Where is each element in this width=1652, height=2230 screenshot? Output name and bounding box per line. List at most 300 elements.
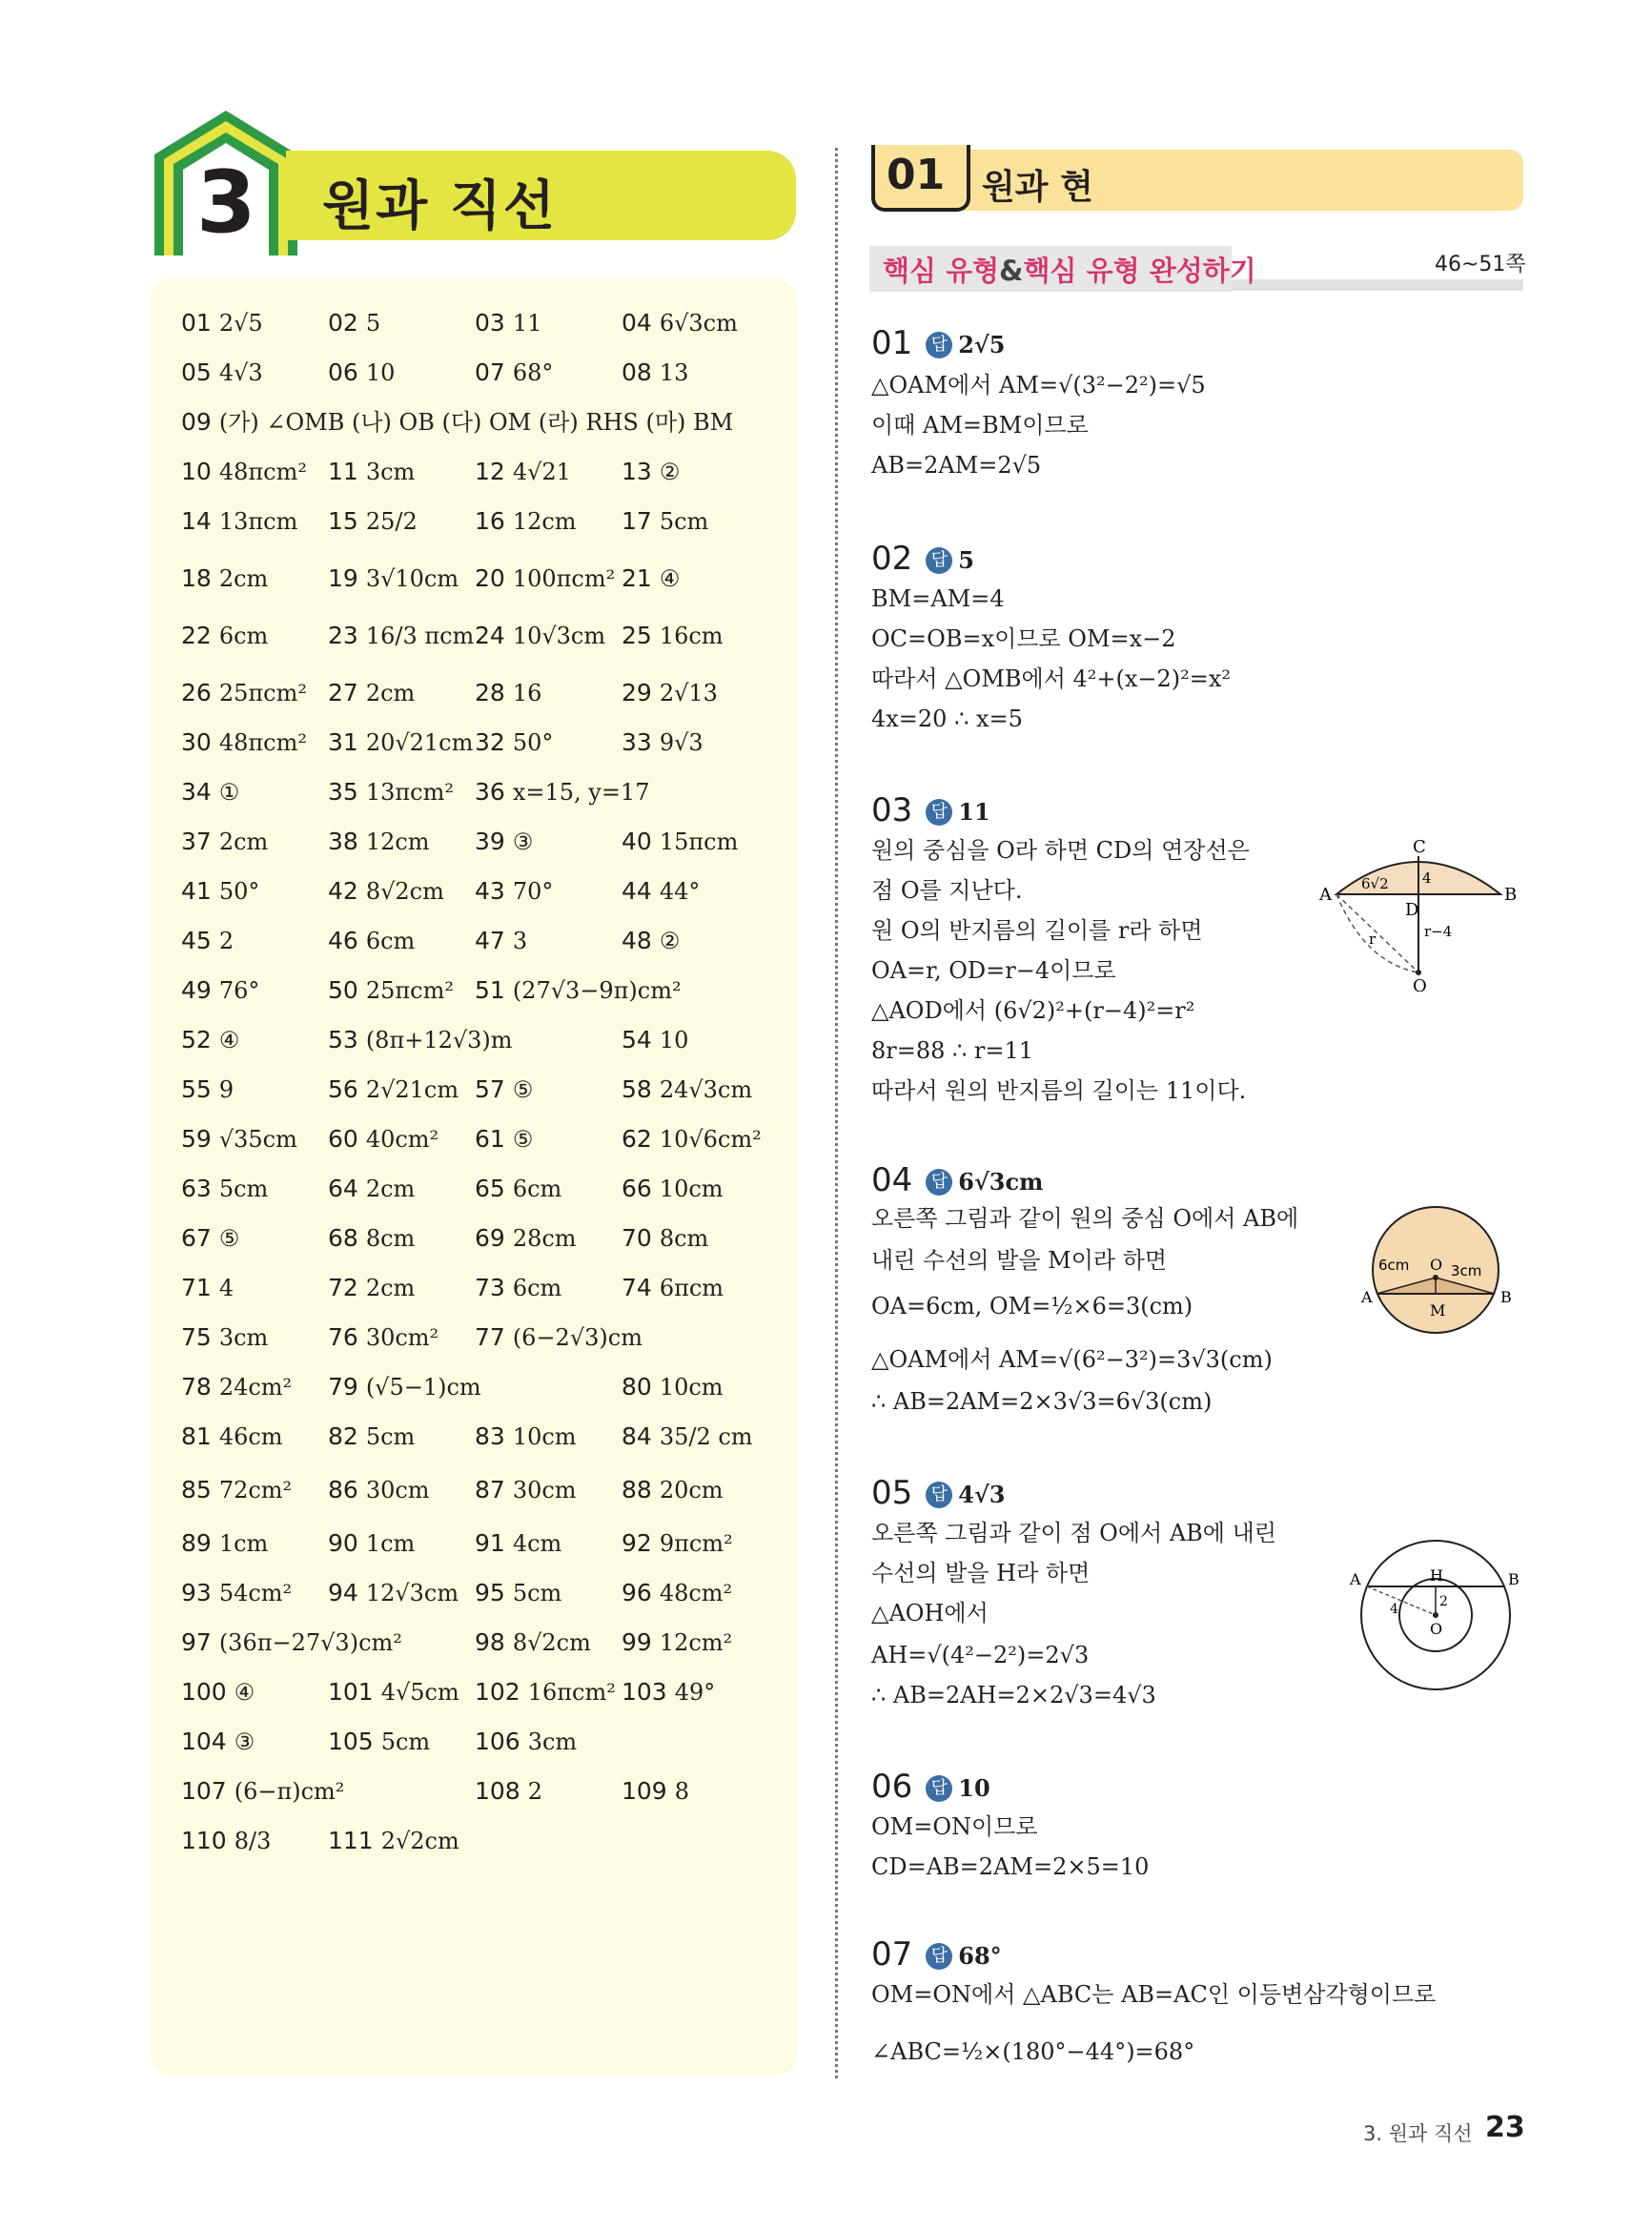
answer-number: 06 bbox=[328, 358, 358, 386]
answer-value: 8 bbox=[674, 1778, 689, 1805]
answer-value: 2√21cm bbox=[365, 1076, 459, 1103]
answer-item bbox=[181, 1474, 292, 1506]
fig03-label-c: C bbox=[1413, 839, 1426, 857]
answer-number: 08 bbox=[622, 358, 652, 386]
solution-line: ∠ABC=½×(180°−44°)=68° bbox=[871, 2038, 1195, 2065]
answer-item bbox=[328, 726, 473, 759]
answer-number: 100 bbox=[181, 1678, 227, 1706]
footer-chapter: 3. 원과 직선 bbox=[1363, 2122, 1473, 2145]
solution-answer: 2√5 bbox=[958, 331, 1006, 358]
answer-number: 67 bbox=[181, 1224, 212, 1252]
answer-value: (27√3−9π)cm² bbox=[512, 977, 682, 1004]
answer-item bbox=[622, 925, 680, 957]
answer-value: 48cm² bbox=[659, 1580, 733, 1606]
answer-item bbox=[622, 1474, 724, 1506]
answer-value: 44° bbox=[659, 878, 701, 905]
answer-item bbox=[181, 456, 307, 488]
solution-line: 점 O를 지난다. bbox=[871, 877, 1023, 904]
solution-line: AH=√(4²−2²)=2√3 bbox=[871, 1642, 1090, 1668]
solution-answer: 68° bbox=[958, 1942, 1002, 1970]
answer-item bbox=[328, 1123, 438, 1156]
answer-value: 2cm bbox=[218, 829, 269, 855]
answer-number: 37 bbox=[181, 828, 212, 855]
answer-value: 6cm bbox=[218, 623, 269, 649]
solution-line: 수선의 발을 H라 하면 bbox=[871, 1560, 1091, 1586]
answer-value: 25πcm² bbox=[365, 977, 454, 1004]
answer-badge-icon: 답 bbox=[926, 547, 952, 574]
answer-value: 9√3 bbox=[659, 729, 704, 756]
fig04-label-m: M bbox=[1430, 1301, 1446, 1320]
answer-number: 52 bbox=[181, 1026, 212, 1054]
answer-item bbox=[622, 1775, 689, 1808]
answer-value: 1cm bbox=[365, 1530, 416, 1557]
answer-item bbox=[181, 1173, 268, 1205]
answer-number: 104 bbox=[181, 1728, 227, 1755]
answer-number: 50 bbox=[328, 976, 358, 1004]
answer-number: 47 bbox=[475, 927, 505, 954]
answer-number: 26 bbox=[181, 679, 212, 706]
answer-item bbox=[181, 505, 297, 538]
answer-value: 30cm bbox=[365, 1477, 430, 1504]
answer-item bbox=[328, 1527, 415, 1560]
answer-number: 04 bbox=[622, 309, 652, 337]
fig03-label-a: A bbox=[1319, 885, 1332, 905]
answer-value: 70° bbox=[512, 878, 554, 905]
answer-number: 16 bbox=[475, 507, 505, 535]
answer-value: 8√2cm bbox=[512, 1629, 591, 1656]
answer-item bbox=[328, 1222, 415, 1255]
fig03-length-1: 6√2 bbox=[1361, 875, 1389, 892]
answer-value: 3cm bbox=[218, 1324, 269, 1351]
answer-item bbox=[475, 1321, 642, 1354]
answer-item bbox=[181, 1577, 292, 1609]
answer-value: 6cm bbox=[512, 1275, 562, 1301]
solution-number: 05 bbox=[871, 1474, 913, 1512]
answer-number: 29 bbox=[622, 679, 652, 706]
answer-value: ① bbox=[218, 779, 240, 806]
answer-number: 14 bbox=[181, 507, 212, 535]
solution-line: △AOH에서 bbox=[871, 1600, 989, 1626]
solution-number: 02 bbox=[871, 540, 913, 578]
answer-number: 85 bbox=[181, 1476, 212, 1504]
answer-item bbox=[181, 406, 733, 439]
answer-number: 18 bbox=[181, 564, 212, 592]
answer-value: 10 bbox=[659, 1027, 689, 1054]
solution-line: △OAM에서 AM=√(3²−2²)=√5 bbox=[871, 372, 1206, 399]
answer-item bbox=[475, 563, 615, 595]
section-number: 01 bbox=[887, 151, 946, 199]
answer-number: 93 bbox=[181, 1579, 212, 1606]
answer-item bbox=[328, 1577, 459, 1609]
chapter-title: 원과 직선 bbox=[322, 175, 557, 237]
fig03-label-o: O bbox=[1413, 976, 1427, 992]
answer-number: 87 bbox=[475, 1476, 505, 1504]
answer-item bbox=[475, 505, 577, 538]
answer-value: 50° bbox=[218, 878, 260, 905]
answer-number: 27 bbox=[328, 679, 358, 706]
answer-item bbox=[328, 1321, 438, 1354]
answer-value: 2√2cm bbox=[380, 1828, 459, 1854]
answer-value: 5 bbox=[365, 310, 381, 337]
answer-item bbox=[475, 925, 527, 957]
answer-item bbox=[181, 1775, 344, 1808]
answer-item bbox=[475, 826, 533, 858]
answer-item bbox=[181, 1421, 283, 1453]
answer-value: 9πcm² bbox=[659, 1530, 733, 1557]
answer-badge-icon: 답 bbox=[926, 799, 952, 826]
answer-number: 99 bbox=[622, 1628, 652, 1656]
answer-item bbox=[328, 1726, 430, 1758]
answer-item bbox=[328, 875, 444, 908]
answer-number: 68 bbox=[328, 1224, 358, 1252]
answer-value: 2cm bbox=[365, 1275, 416, 1301]
solution-answer: 10 bbox=[958, 1774, 990, 1802]
answer-item bbox=[475, 875, 553, 908]
answer-value: 48πcm² bbox=[218, 459, 307, 485]
solution-line: 8r=88 ∴ r=11 bbox=[871, 1037, 1034, 1064]
subheader-label-b: 핵심 유형 완성하기 bbox=[1023, 255, 1256, 287]
answer-value: 2√5 bbox=[218, 310, 263, 337]
solution-line: OM=ON이므로 bbox=[871, 1813, 1038, 1840]
answer-item bbox=[181, 1123, 297, 1156]
answer-item bbox=[475, 1272, 561, 1304]
answer-number: 73 bbox=[475, 1274, 505, 1301]
answer-number: 42 bbox=[328, 877, 358, 905]
answer-item bbox=[181, 1321, 268, 1354]
answer-item bbox=[328, 563, 459, 595]
answer-item bbox=[181, 307, 263, 339]
answer-item bbox=[475, 974, 682, 1007]
fig03-length-2: 4 bbox=[1422, 869, 1432, 887]
answer-item bbox=[181, 925, 234, 957]
fig04-label-a: A bbox=[1361, 1288, 1373, 1306]
answer-item bbox=[475, 456, 571, 488]
answer-item bbox=[475, 1577, 561, 1609]
answer-number: 25 bbox=[622, 622, 652, 649]
solution-line: 따라서 △OMB에서 4²+(x−2)²=x² bbox=[871, 665, 1232, 692]
answer-value: 4√21 bbox=[512, 459, 571, 485]
subheader-label-a: 핵심 유형 bbox=[883, 255, 1000, 287]
answer-value: 25πcm² bbox=[218, 680, 307, 706]
answer-item bbox=[475, 1222, 577, 1255]
answer-item bbox=[328, 456, 415, 488]
solution-heading bbox=[871, 540, 974, 578]
solution-answer: 4√3 bbox=[958, 1481, 1006, 1508]
answer-number: 101 bbox=[328, 1678, 374, 1706]
answer-item bbox=[181, 357, 263, 389]
answer-item bbox=[622, 1173, 724, 1205]
answer-number: 88 bbox=[622, 1476, 652, 1504]
answer-item bbox=[622, 563, 680, 595]
answer-number: 74 bbox=[622, 1274, 652, 1301]
answer-value: 76° bbox=[218, 977, 260, 1004]
answer-number: 91 bbox=[475, 1529, 505, 1557]
answer-item bbox=[328, 1825, 459, 1857]
answer-item bbox=[622, 1676, 715, 1708]
answer-number: 81 bbox=[181, 1422, 212, 1450]
answer-value: 5cm bbox=[218, 1176, 269, 1202]
answer-item bbox=[622, 1421, 753, 1453]
answer-value: 13 bbox=[659, 359, 689, 386]
answer-item bbox=[622, 1577, 732, 1609]
answer-value: ④ bbox=[659, 565, 681, 592]
answer-number: 60 bbox=[328, 1125, 358, 1153]
answer-item bbox=[328, 1421, 415, 1453]
answer-value: 2√13 bbox=[659, 680, 718, 706]
answer-number: 40 bbox=[622, 828, 652, 855]
answer-number: 80 bbox=[622, 1373, 652, 1401]
answer-item bbox=[475, 1421, 577, 1453]
answer-value: 10cm bbox=[659, 1176, 724, 1202]
answer-number: 11 bbox=[328, 458, 358, 485]
chapter-number: 3 bbox=[196, 153, 256, 253]
answer-value: 8/3 bbox=[234, 1828, 272, 1854]
solution-line: OC=OB=x이므로 OM=x−2 bbox=[871, 625, 1176, 652]
answer-value: 3 bbox=[512, 928, 528, 954]
answer-value: 16cm bbox=[659, 623, 724, 649]
answer-item bbox=[622, 357, 688, 389]
solution-number: 03 bbox=[871, 791, 913, 829]
answer-number: 49 bbox=[181, 976, 212, 1004]
answer-number: 106 bbox=[475, 1728, 520, 1755]
answer-number: 110 bbox=[181, 1827, 227, 1854]
answer-number: 61 bbox=[475, 1125, 505, 1153]
answer-number: 107 bbox=[181, 1777, 227, 1805]
answer-value: 6πcm bbox=[659, 1275, 724, 1301]
answer-number: 07 bbox=[475, 358, 505, 386]
answer-value: 8cm bbox=[365, 1225, 416, 1252]
answer-number: 20 bbox=[475, 564, 505, 592]
answer-number: 22 bbox=[181, 622, 212, 649]
answer-number: 83 bbox=[475, 1422, 505, 1450]
answer-number: 54 bbox=[622, 1026, 652, 1054]
answer-number: 79 bbox=[328, 1373, 358, 1401]
answer-item bbox=[181, 1074, 234, 1106]
answer-item bbox=[622, 1371, 724, 1403]
solution-line: CD=AB=2AM=2×5=10 bbox=[871, 1853, 1150, 1880]
fig03-length-3: r bbox=[1369, 931, 1377, 948]
answer-item bbox=[475, 357, 553, 389]
answer-value: 3√10cm bbox=[365, 565, 459, 592]
answer-number: 13 bbox=[622, 458, 652, 485]
figure-03 bbox=[1317, 839, 1519, 992]
answer-value: ④ bbox=[218, 1027, 240, 1054]
answer-item bbox=[622, 620, 724, 652]
answer-item bbox=[181, 1527, 268, 1560]
answer-value: 100πcm² bbox=[512, 565, 616, 592]
answer-item bbox=[328, 776, 454, 808]
answer-item bbox=[475, 1527, 561, 1560]
answer-number: 43 bbox=[475, 877, 505, 905]
answer-item bbox=[475, 307, 541, 339]
answer-value: 1cm bbox=[218, 1530, 269, 1557]
answer-item bbox=[181, 974, 259, 1007]
column-divider bbox=[835, 148, 838, 2078]
solution-line: AB=2AM=2√5 bbox=[871, 452, 1042, 479]
answer-item bbox=[328, 307, 380, 339]
answer-number: 39 bbox=[475, 828, 505, 855]
fig05-label-h: H bbox=[1430, 1566, 1443, 1585]
answer-number: 86 bbox=[328, 1476, 358, 1504]
solution-heading bbox=[871, 1935, 1002, 1974]
answer-value: 25/2 bbox=[365, 508, 418, 535]
answer-value: 8cm bbox=[659, 1225, 709, 1252]
answer-number: 21 bbox=[622, 564, 652, 592]
answer-value: ③ bbox=[512, 829, 534, 855]
answer-item bbox=[328, 505, 418, 538]
answer-item bbox=[622, 1272, 724, 1304]
solution-line: OA=r, OD=r−4이므로 bbox=[871, 957, 1116, 984]
answer-number: 109 bbox=[622, 1777, 667, 1805]
solution-line: OM=ON에서 △ABC는 AB=AC인 이등변삼각형이므로 bbox=[871, 1981, 1437, 2008]
section-title: 원과 현 bbox=[982, 168, 1093, 207]
figure-05 bbox=[1344, 1533, 1525, 1695]
answer-number: 62 bbox=[622, 1125, 652, 1153]
answer-item bbox=[475, 1474, 577, 1506]
answer-number: 34 bbox=[181, 778, 212, 806]
fig05-length-2: 2 bbox=[1439, 1594, 1448, 1609]
answer-value: (36π−27√3)cm² bbox=[218, 1629, 402, 1656]
answer-item bbox=[622, 1626, 732, 1659]
answer-item bbox=[181, 726, 307, 759]
answer-value: 24√3cm bbox=[659, 1076, 753, 1103]
answer-item bbox=[475, 1775, 542, 1808]
answer-item bbox=[181, 875, 259, 908]
fig04-label-b: B bbox=[1500, 1288, 1512, 1306]
answer-item bbox=[475, 620, 605, 652]
answer-value: 12cm² bbox=[659, 1629, 733, 1656]
answer-number: 53 bbox=[328, 1026, 358, 1054]
answer-value: 5cm bbox=[512, 1580, 562, 1606]
solution-line: ∴ AB=2AH=2×2√3=4√3 bbox=[871, 1682, 1156, 1708]
answer-value: 10cm bbox=[512, 1423, 577, 1450]
answer-badge-icon: 답 bbox=[926, 1775, 952, 1802]
answer-number: 01 bbox=[181, 309, 212, 337]
answer-value: (√5−1)cm bbox=[365, 1374, 481, 1401]
answer-value: 6cm bbox=[512, 1176, 562, 1202]
answer-value: 30cm bbox=[512, 1477, 577, 1504]
answer-item bbox=[622, 1222, 708, 1255]
answer-value: 2 bbox=[218, 928, 235, 954]
answer-number: 36 bbox=[475, 778, 505, 806]
answer-number: 32 bbox=[475, 728, 505, 756]
answer-item bbox=[181, 563, 268, 595]
fig04-label-o: O bbox=[1430, 1256, 1443, 1274]
answer-value: x=15, y=17 bbox=[512, 779, 650, 806]
fig05-label-o: O bbox=[1430, 1620, 1443, 1638]
answer-value: 5cm bbox=[365, 1423, 416, 1450]
solution-line: 오른쪽 그림과 같이 점 O에서 AB에 내린 bbox=[871, 1520, 1276, 1546]
answer-value: ④ bbox=[234, 1679, 255, 1706]
answer-value: 2 bbox=[527, 1778, 542, 1805]
answer-item bbox=[328, 1474, 430, 1506]
solution-heading bbox=[871, 1161, 1043, 1199]
answer-item bbox=[622, 726, 704, 759]
answer-value: 4√3 bbox=[218, 359, 263, 386]
answer-value: ⑤ bbox=[218, 1225, 240, 1252]
solution-line: 이때 AM=BM이므로 bbox=[871, 412, 1089, 439]
answer-item bbox=[622, 677, 718, 709]
answer-item bbox=[622, 875, 700, 908]
answer-item bbox=[328, 677, 415, 709]
answer-value: 10√3cm bbox=[512, 623, 606, 649]
answer-number: 09 bbox=[181, 408, 212, 436]
answer-value: 10√6cm² bbox=[659, 1126, 762, 1153]
answer-item bbox=[475, 1726, 577, 1758]
answer-item bbox=[328, 1173, 415, 1205]
solution-line: 4x=20 ∴ x=5 bbox=[871, 706, 1023, 732]
answer-value: 2cm bbox=[365, 680, 416, 706]
page-number: 23 bbox=[1485, 2111, 1525, 2144]
answer-value: ⑤ bbox=[512, 1126, 534, 1153]
answer-value: ③ bbox=[234, 1729, 255, 1755]
answer-value: 5cm bbox=[380, 1729, 431, 1755]
answer-number: 35 bbox=[328, 778, 358, 806]
answer-number: 48 bbox=[622, 927, 652, 954]
answer-number: 57 bbox=[475, 1075, 505, 1103]
answer-number: 70 bbox=[622, 1224, 652, 1252]
answer-number: 19 bbox=[328, 564, 358, 592]
answer-value: √35cm bbox=[218, 1126, 297, 1153]
fig03-label-b: B bbox=[1504, 885, 1518, 905]
answer-value: 49° bbox=[674, 1679, 716, 1706]
answer-value: 20√21cm bbox=[365, 729, 474, 756]
answer-value: 3cm bbox=[365, 459, 416, 485]
answer-item bbox=[328, 826, 430, 858]
answer-value: 6√3cm bbox=[659, 310, 738, 337]
answer-item bbox=[475, 726, 553, 759]
answer-value: 16 bbox=[512, 680, 542, 706]
solution-number: 01 bbox=[871, 324, 913, 362]
answer-item bbox=[181, 1272, 234, 1304]
solution-number: 04 bbox=[871, 1161, 913, 1199]
answer-number: 31 bbox=[328, 728, 358, 756]
figure-04 bbox=[1344, 1203, 1525, 1346]
solution-answer: 6√3cm bbox=[958, 1168, 1044, 1196]
answer-item bbox=[328, 1371, 481, 1403]
answer-item bbox=[181, 1024, 239, 1056]
solution-line: OA=6cm, OM=½×6=3(cm) bbox=[871, 1293, 1193, 1320]
solution-line: 오른쪽 그림과 같이 원의 중심 O에서 AB에 bbox=[871, 1205, 1299, 1232]
answer-item bbox=[622, 1123, 762, 1156]
answer-value: (6−π)cm² bbox=[234, 1778, 345, 1805]
answer-number: 97 bbox=[181, 1628, 212, 1656]
answer-number: 65 bbox=[475, 1175, 505, 1202]
answer-item bbox=[328, 925, 415, 957]
answer-item bbox=[181, 1726, 255, 1758]
answer-value: 40cm² bbox=[365, 1126, 439, 1153]
answer-value: 16/3 πcm bbox=[365, 623, 475, 649]
solution-line: 내린 수선의 발을 M이라 하면 bbox=[871, 1247, 1168, 1274]
answer-number: 66 bbox=[622, 1175, 652, 1202]
answer-value: 35/2 cm bbox=[659, 1423, 753, 1450]
answer-item bbox=[475, 1626, 591, 1659]
answer-value: 20cm bbox=[659, 1477, 724, 1504]
answer-value: (8π+12√3)m bbox=[365, 1027, 513, 1054]
answer-value: 30cm² bbox=[365, 1324, 439, 1351]
answer-value: 54cm² bbox=[218, 1580, 293, 1606]
answer-item bbox=[622, 1074, 752, 1106]
answer-badge-icon: 답 bbox=[926, 1169, 952, 1196]
answer-badge-icon: 답 bbox=[926, 1482, 952, 1508]
answer-number: 90 bbox=[328, 1529, 358, 1557]
answer-value: 4cm bbox=[512, 1530, 562, 1557]
fig05-label-a: A bbox=[1350, 1570, 1361, 1588]
answer-number: 03 bbox=[475, 309, 505, 337]
answer-value: 6cm bbox=[365, 928, 416, 954]
answer-number: 30 bbox=[181, 728, 212, 756]
solution-heading bbox=[871, 1474, 1005, 1512]
